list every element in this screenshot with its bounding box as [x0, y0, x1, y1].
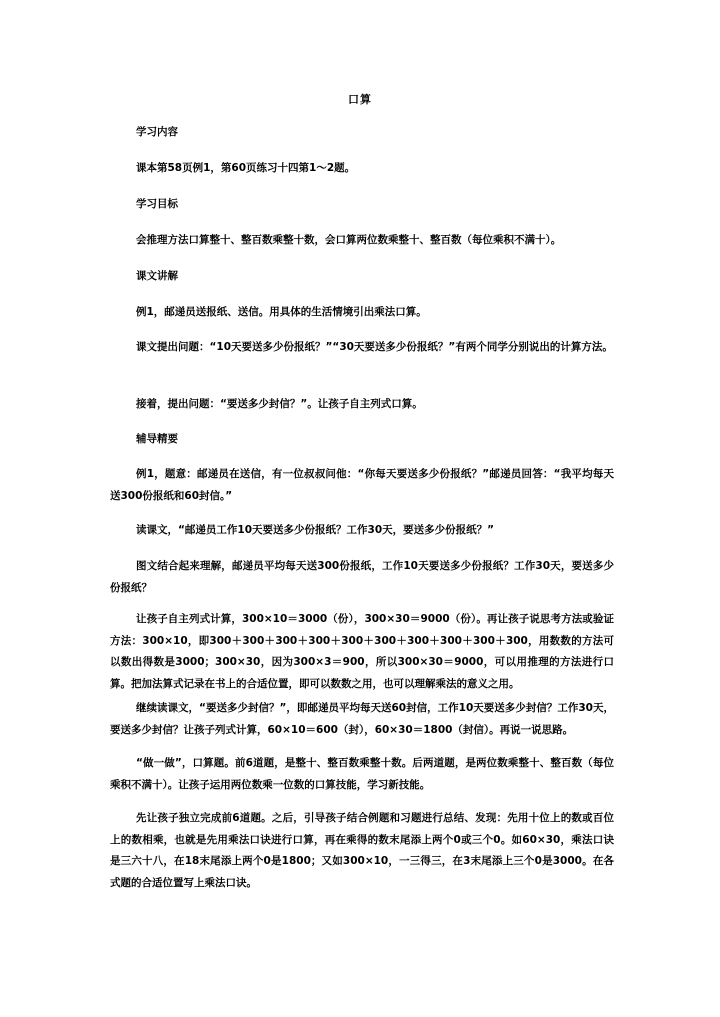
lecture-paragraph-2: 课文提出问题：“10天要送多少份报纸？”“30天要送多少份报纸？”有两个同学分别说出的计算方法。 [136, 341, 613, 353]
guide-paragraph-4: 让孩子自主列式计算，300×10＝3000（份），300×30＝9000（份）。再让孩子说思考方法或验证方法：300×10，即300＋300＋300＋300＋300＋300＋300＋300＋300＋300，用数数的方法可以数出得数是3000；300×30，因为300×3＝900，所以300×30＝9000，可以用推理的方法进行口算。把加法算式记录在书上的合适位置，即可以数数之用，也可以理解乘法的意义之用。 [110, 613, 614, 690]
heading-lecture: 课文讲解 [136, 270, 178, 282]
guide-paragraph-5: 继续读课文，“要送多少封信？”，即邮递员平均每天送60封信，工作10天要送多少封信？工作30天，要送多少封信？让孩子列式计算，60×10＝600（封），60×30＝1800（封信）。再说一说思路。 [110, 702, 614, 736]
guide-paragraph-2: 读课文，“邮递员工作10天要送多少份报纸？工作30天，要送多少份报纸？” [136, 524, 495, 536]
heading-guide: 辅导精要 [136, 433, 178, 445]
guide-paragraph-7: 先让孩子独立完成前6道题。之后，引导孩子结合例题和习题进行总结、发现：先用十位上的数或百位上的数相乘，也就是先用乘法口诀进行口算，再在乘得的数末尾添上两个0或三个0。如60×30，乘法口诀是三六十八，在18末尾添上两个0是1800；又如300×10，一三得三，在3末尾添上三个0是3000。在各式题的合适位置写上乘法口诀。 [110, 812, 614, 889]
study-content-text: 课本第58页例1，第60页练习十四第1～2题。 [136, 162, 356, 174]
heading-study-goal: 学习目标 [136, 198, 178, 210]
study-goal-text: 会推理方法口算整十、整百数乘整十数，会口算两位数乘整十、整百数（每位乘积不满十）。 [136, 234, 562, 246]
guide-paragraph-3: 图文结合起来理解，邮递员平均每天送300份报纸，工作10天要送多少份报纸？工作30天，要送多少份报纸？ [110, 560, 614, 594]
document-title: 口算 [348, 93, 372, 106]
lecture-paragraph-1: 例1，邮递员送报纸、送信。用具体的生活情境引出乘法口算。 [136, 306, 427, 318]
guide-paragraph-6: “做一做”，口算题。前6道题，是整十、整百数乘整十数。后两道题，是两位数乘整十、整百数（每位乘积不满十）。让孩子运用两位数乘一位数的口算技能，学习新技能。 [110, 757, 614, 791]
guide-paragraph-1: 例1，题意：邮递员在送信，有一位叔叔问他：“你每天要送多少份报纸？”邮递员回答：“我平均每天送300份报纸和60封信。” [110, 468, 614, 502]
lecture-paragraph-3: 接着，提出问题：“要送多少封信？”。让孩子自主列式口算。 [136, 398, 423, 410]
heading-study-content: 学习内容 [136, 126, 178, 138]
